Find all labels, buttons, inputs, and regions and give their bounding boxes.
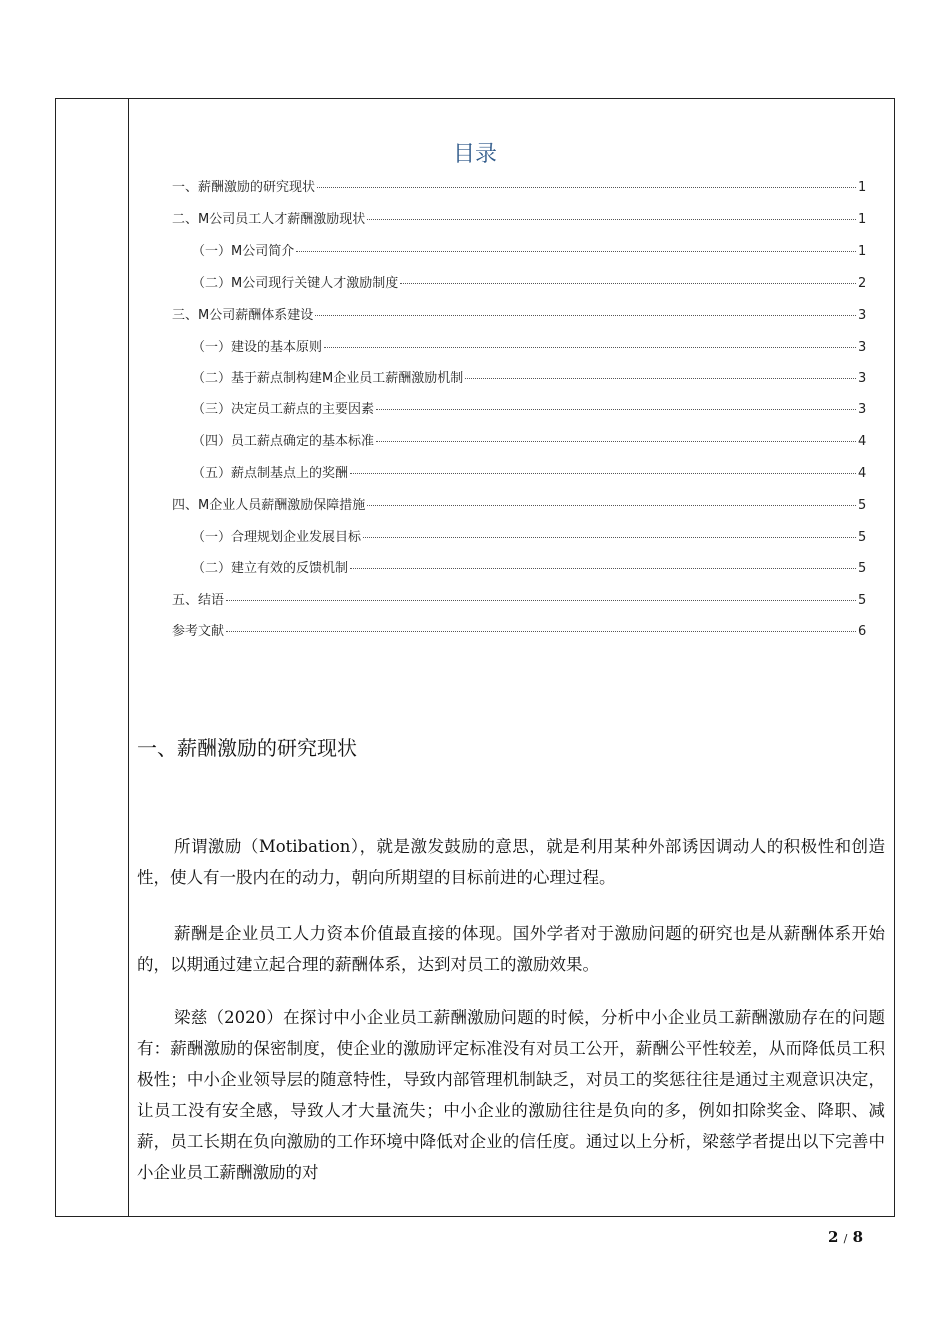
toc-entry-page: 5 — [858, 593, 867, 608]
toc-entry-label: （二）基于薪点制构建M企业员工薪酬激励机制 — [192, 371, 464, 386]
toc-entry-page: 4 — [858, 466, 867, 481]
toc-entry-page: 3 — [858, 308, 867, 323]
body-paragraph: 所谓激励（Motibation），就是激发鼓励的意思，就是利用某种外部诱因调动人的积极性和创造性，使人有一股内在的动力，朝向所期望的目标前进的心理过程。 — [137, 837, 885, 887]
toc-entry-label: 五、结语 — [172, 593, 225, 608]
toc-entry-page: 3 — [858, 402, 867, 417]
toc-entry-label: （一）合理规划企业发展目标 — [192, 530, 362, 545]
section-heading: 一、薪酬激励的研究现状 — [137, 736, 357, 760]
toc-entry-label: 四、M企业人员薪酬激励保障措施 — [172, 498, 366, 513]
toc-entry[interactable] — [172, 304, 866, 324]
toc-leader-dots — [324, 347, 856, 348]
toc-entry[interactable] — [172, 589, 866, 609]
toc-entry[interactable] — [192, 336, 866, 356]
toc-entry[interactable] — [192, 430, 866, 450]
toc-entry-page: 3 — [858, 340, 867, 355]
total-pages: 8 — [852, 1228, 864, 1246]
toc-title: 目录 — [452, 142, 497, 167]
current-page: 2 — [828, 1228, 839, 1246]
toc-entry-label: （一）建设的基本原则 — [192, 340, 323, 355]
body-paragraph: 梁慈（2020）在探讨中小企业员工薪酬激励问题的时候，分析中小企业员工薪酬激励存在的问题有：薪酬激励的保密制度，使企业的激励评定标准没有对员工公开，薪酬公平性较差，从而降低员工积极性；中小企业领导层的随意特性，导致内部管理机制缺乏，对员工的奖惩往往是通过主观意识决定，让员工没有安全感，导致人才大量流失；中小企业的激励往往是负向的多，例如扣除奖金、降职、减薪，员工长期在负向激励的工作环境中降低对企业的信任度。通过以上分析，梁慈学者提出以下完善中小企业员工薪酬激励的对 — [137, 1008, 885, 1182]
toc-leader-dots — [350, 568, 856, 569]
toc-leader-dots — [296, 251, 856, 252]
toc-entry-page: 6 — [858, 624, 867, 639]
toc-entry[interactable] — [172, 494, 866, 514]
page-separator: / — [843, 1232, 848, 1245]
body-paragraph: 薪酬是企业员工人力资本价值最直接的体现。国外学者对于激励问题的研究也是从薪酬体系开始的，以期通过建立起合理的薪酬体系，达到对员工的激励效果。 — [137, 924, 885, 974]
toc-entry[interactable] — [172, 620, 866, 640]
toc-entry-page: 1 — [858, 212, 867, 227]
toc-entry-page: 4 — [858, 434, 867, 449]
toc-entry-label: （一）M公司简介 — [192, 244, 295, 259]
toc-entry-label: 参考文献 — [172, 624, 225, 639]
toc-leader-dots — [363, 537, 856, 538]
toc-entry[interactable] — [192, 398, 866, 418]
toc-entry-page: 1 — [858, 244, 867, 259]
toc-leader-dots — [367, 505, 856, 506]
toc-entry-label: 一、薪酬激励的研究现状 — [172, 180, 316, 195]
toc-entry-page: 5 — [858, 530, 867, 545]
toc-entry[interactable] — [192, 272, 866, 292]
toc-entry-label: （二）M公司现行关键人才激励制度 — [192, 276, 399, 291]
page-number — [828, 1228, 863, 1246]
toc-entry-page: 5 — [858, 561, 867, 576]
toc-entry-label: 二、M公司员工人才薪酬激励现状 — [172, 212, 366, 227]
frame-bottom-line — [55, 1216, 895, 1217]
toc-leader-dots — [465, 378, 856, 379]
toc-entry[interactable] — [192, 462, 866, 482]
toc-entry-label: 三、M公司薪酬体系建设 — [172, 308, 314, 323]
toc-leader-dots — [226, 631, 856, 632]
toc-entry-page: 2 — [858, 276, 867, 291]
toc-leader-dots — [226, 600, 856, 601]
toc-entry-page: 5 — [858, 498, 867, 513]
toc-entry[interactable] — [192, 557, 866, 577]
toc-leader-dots — [400, 283, 856, 284]
toc-entry-label: （二）建立有效的反馈机制 — [192, 561, 349, 576]
toc-leader-dots — [317, 187, 856, 188]
toc-leader-dots — [350, 473, 856, 474]
toc-entry[interactable] — [192, 367, 866, 387]
toc-entry[interactable] — [192, 240, 866, 260]
toc-entry[interactable] — [172, 176, 866, 196]
toc-entry-label: （三）决定员工薪点的主要因素 — [192, 402, 375, 417]
toc-entry-label: （五）薪点制基点上的奖酬 — [192, 466, 349, 481]
toc-entry-page: 3 — [858, 371, 867, 386]
toc-entry[interactable] — [192, 526, 866, 546]
toc-entry-label: （四）员工薪点确定的基本标准 — [192, 434, 375, 449]
toc-leader-dots — [315, 315, 856, 316]
toc-entry[interactable] — [172, 208, 866, 228]
toc-leader-dots — [376, 409, 856, 410]
toc-entry-page: 1 — [858, 180, 867, 195]
toc-leader-dots — [367, 219, 856, 220]
toc-leader-dots — [376, 441, 856, 442]
left-margin-column — [56, 99, 129, 1216]
